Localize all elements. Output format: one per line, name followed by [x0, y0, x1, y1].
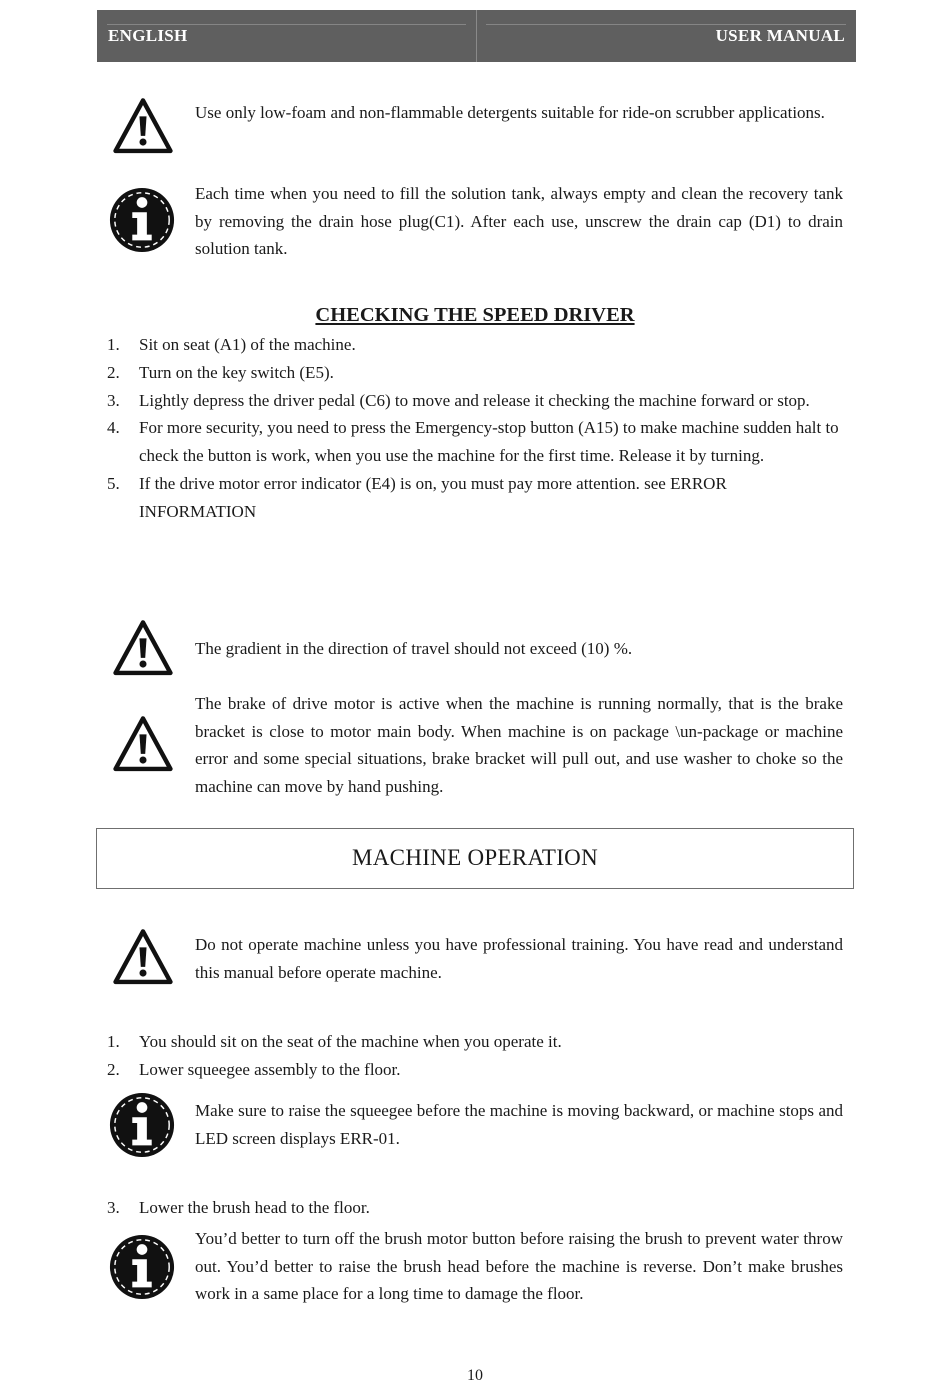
list-item — [107, 470, 847, 526]
training-warning-text: Do not operate machine unless you have professional training. You have read and understand this manual before operate machine. — [195, 935, 843, 982]
list-item-number: 2. — [107, 1059, 120, 1079]
warning-triangle-icon — [108, 927, 178, 997]
list-item-text: For more security, you need to press the Emergency-stop button (A15) to make machine sudden halt to check the button is work, when you use the machine for the first time. Release it by turning. — [139, 418, 839, 466]
detergent-warning-text: Use only low-foam and non-flammable detergents suitable for ride-on scrubber applications. — [195, 103, 825, 122]
operation-steps-a — [107, 1028, 847, 1084]
list-item-number: 3. — [107, 390, 120, 410]
list-item — [107, 331, 847, 359]
brake-warning-text: The brake of drive motor is active when the machine is running normally, that is the brake bracket is close to motor main body. When machine is on package \un-package or machine error and some special situations, brake bracket will pull out, and use washer to choke so the machine can move by hand pushing. — [195, 694, 843, 797]
list-item-text: Lower squeegee assembly to the floor. — [139, 1059, 401, 1079]
squeegee-info-text: Make sure to raise the squeegee before the machine is moving backward, or machine stops and LED screen displays ERR-01. — [195, 1101, 843, 1148]
list-item-number: 2. — [107, 362, 120, 382]
solution-tank-info-text: Each time when you need to fill the solution tank, always empty and clean the recovery tank by removing the drain hose plug(C1). After each use, unscrew the drain cap (D1) to drain solution tank. — [195, 184, 843, 259]
list-item-number: 4. — [107, 418, 120, 438]
list-item — [107, 1194, 847, 1222]
header-manual-title: USER MANUAL — [715, 26, 845, 45]
page-header — [97, 10, 856, 62]
list-item-text: If the drive motor error indicator (E4) is on, you must pay more attention. see ERROR INFORMATION — [139, 473, 727, 521]
page-number: 10 — [467, 1367, 483, 1384]
list-item-number: 3. — [107, 1198, 120, 1217]
list-item — [107, 414, 847, 470]
list-item-text: You should sit on the seat of the machine when you operate it. — [139, 1032, 562, 1051]
brush-info-text: You’d better to turn off the brush motor button before raising the brush to prevent water throw out. You’d better to raise the brush head before the machine is reverse. Don’t make brushes work in a same place for a long time to damage the floor. — [195, 1229, 843, 1304]
section-title: MACHINE OPERATION — [352, 845, 598, 870]
list-item-number: 1. — [107, 335, 120, 354]
list-item-text: Lower the brush head to the floor. — [139, 1198, 370, 1217]
info-icon — [108, 185, 178, 255]
list-item — [107, 1056, 847, 1084]
header-language: ENGLISH — [108, 26, 188, 45]
list-item — [107, 387, 847, 415]
section-banner-machine-operation — [96, 828, 854, 889]
info-icon — [108, 1090, 178, 1160]
speed-driver-steps — [107, 331, 847, 526]
list-item-text: Sit on seat (A1) of the machine. — [139, 335, 356, 354]
warning-triangle-icon — [108, 618, 178, 688]
header-divider — [476, 10, 477, 62]
list-item-number: 1. — [107, 1032, 120, 1051]
section-heading-speed-driver: CHECKING THE SPEED DRIVER — [315, 304, 635, 326]
warning-triangle-icon — [108, 96, 178, 166]
header-rule-right — [486, 24, 846, 25]
operation-steps-b — [107, 1194, 847, 1222]
header-rule-left — [107, 24, 466, 25]
list-item-text: Lightly depress the driver pedal (C6) to move and release it checking the machine forward or stop. — [139, 390, 810, 410]
list-item — [107, 1028, 847, 1056]
warning-triangle-icon — [108, 714, 178, 784]
list-item-text: Turn on the key switch (E5). — [139, 362, 334, 382]
gradient-warning-text: The gradient in the direction of travel should not exceed (10) %. — [195, 639, 633, 658]
list-item-number: 5. — [107, 473, 120, 493]
list-item — [107, 359, 847, 387]
info-icon — [108, 1232, 178, 1302]
